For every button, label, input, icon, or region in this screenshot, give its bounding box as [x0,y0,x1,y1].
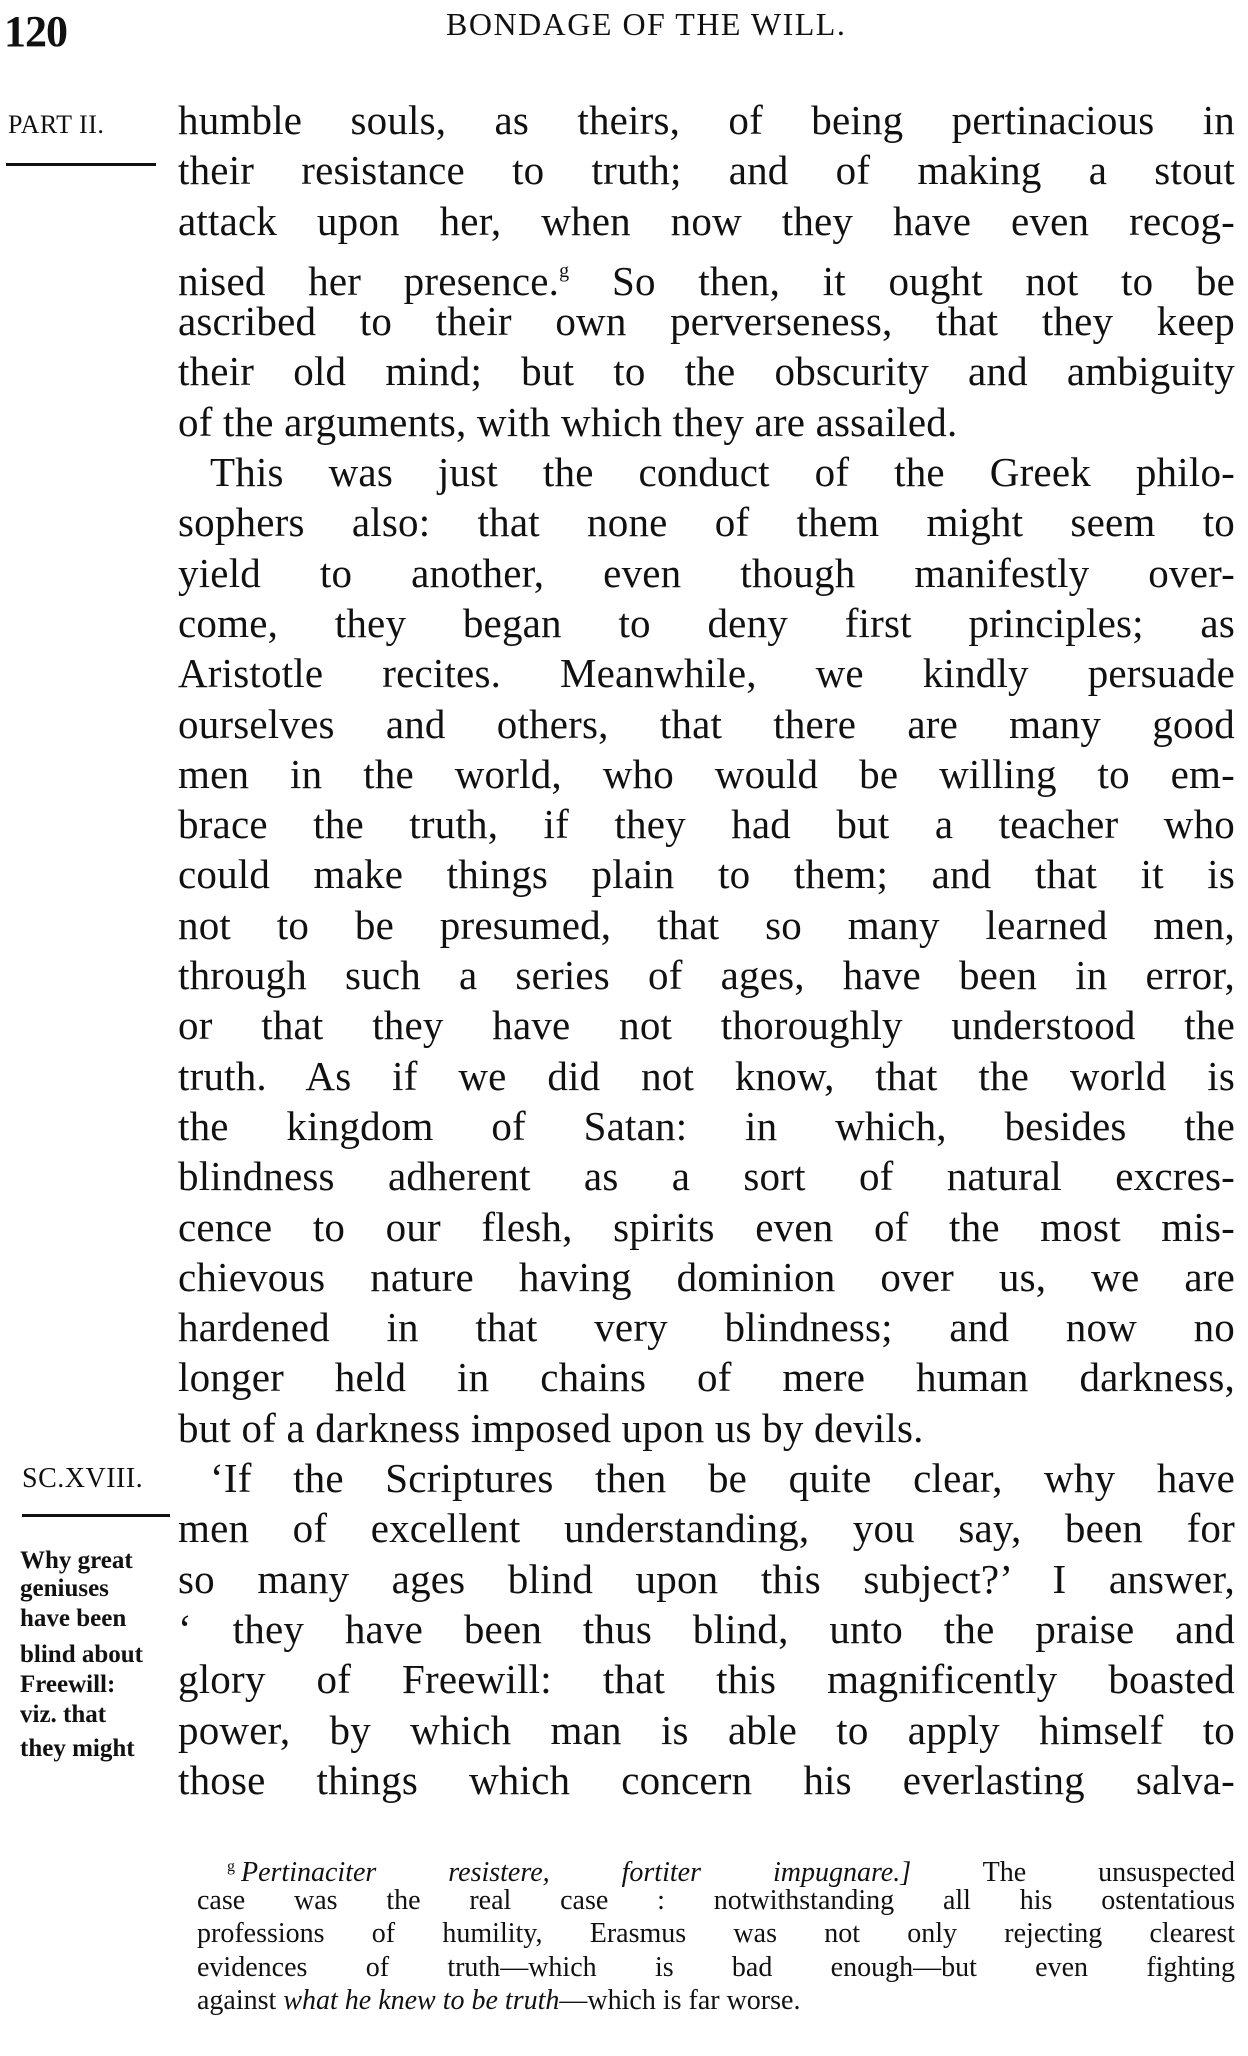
margin-section-label: SC.XVIII. [22,1463,144,1494]
body-line: This was just the conduct of the Greek philo- [210,449,1235,496]
margin-note [20,1544,180,1766]
margin-note-line: Why great [20,1547,133,1574]
margin-note-line: viz. that [20,1701,107,1728]
margin-note-line: geniuses [20,1575,109,1602]
footnote-line: evidences of truth—which is bad enough—but even fighting [197,1951,1235,1983]
footnote-line [197,1850,1235,1888]
body-line: ascribed to their own perverseness, that they keep [178,298,1235,345]
body-line: or that they have not thoroughly understood the [178,1002,1235,1049]
margin-note-line: they might [20,1735,135,1762]
body-line: attack upon her, when now they have even recog- [178,197,1235,244]
body-line: ‘If the Scriptures then be quite clear, why have [210,1455,1235,1502]
body-line [178,246,1235,304]
footnote-latin: Pertinaciter resistere, fortiter impugnare.] [241,1857,912,1888]
body-line: cence to our flesh, spirits even of the most mis- [178,1203,1235,1250]
margin-rule-section [22,1514,170,1517]
footnote-line [197,1984,1235,2018]
body-line: those things which concern his everlasting salva- [178,1756,1235,1803]
body-line: longer held in chains of mere human darkness, [178,1354,1235,1401]
running-title: BONDAGE OF THE WILL. [446,6,847,42]
footnote-line: professions of humility, Erasmus was not only rejecting clearest [197,1918,1235,1949]
body-line: through such a series of ages, have been in error, [178,952,1235,999]
margin-part-label: PART II. [8,110,105,139]
footnote-mark: g [227,1858,235,1875]
body-line: their resistance to truth; and of making a stout [178,147,1235,194]
body-line: Aristotle recites. Meanwhile, we kindly persuade [178,650,1235,697]
body-line: ‘ they have been thus blind, unto the praise and [178,1605,1235,1652]
body-line: sophers also: that none of them might seem to [178,499,1235,546]
margin-rule [6,163,156,166]
footnote-line: case was the real case : notwithstanding all his ostentatious [197,1884,1235,1916]
body-line: of the arguments, with which they are assailed. [178,398,958,445]
body-line: so many ages blind upon this subject?’ I answer, [178,1555,1235,1602]
body-line: hardened in that very blindness; and now no [178,1304,1235,1351]
body-line: chievous nature having dominion over us, we are [178,1253,1235,1300]
body-line: blindness adherent as a sort of natural excres- [178,1153,1235,1200]
footnote-text: —which is far worse. [559,1985,801,2016]
page-number: 120 [4,7,67,56]
body-line: power, by which man is able to apply himself to [178,1706,1235,1753]
body-line: truth. As if we did not know, that the world is [178,1052,1235,1099]
body-line: could make things plain to them; and that it is [178,851,1235,898]
body-text-span: So then, it ought not to be [611,257,1235,304]
footnote-text: against [197,1985,277,2016]
footnote-italic: what he knew to be truth [283,1985,560,2016]
body-line: the kingdom of Satan: in which, besides the [178,1102,1235,1149]
body-line: ourselves and others, that there are many good [178,700,1235,747]
body-text-span: nised her presence. [178,257,560,304]
body-line: brace the truth, if they had but a teacher who [178,801,1235,848]
body-line: men of excellent understanding, you say, been for [178,1505,1235,1552]
body-line: their old mind; but to the obscurity and ambiguity [178,348,1235,395]
margin-note-line: Freewill: [20,1671,116,1698]
margin-note-line: blind about [20,1641,143,1668]
footnote [197,1850,1235,2018]
body-line: but of a darkness imposed upon us by devils. [178,1404,924,1451]
body-line: come, they began to deny first principles; as [178,599,1235,646]
body-text [178,95,1235,1805]
margin-note-line: have been [20,1605,127,1632]
footnote-text: The unsuspected [982,1857,1235,1888]
body-line: yield to another, even though manifestly over- [178,549,1235,596]
body-line: men in the world, who would be willing to em- [178,750,1235,797]
footnote-reference[interactable]: g [559,259,570,282]
body-line: glory of Freewill: that this magnificently boasted [178,1656,1235,1703]
body-line: not to be presumed, that so many learned men, [178,901,1235,948]
body-line: humble souls, as theirs, of being pertinacious in [178,97,1235,143]
